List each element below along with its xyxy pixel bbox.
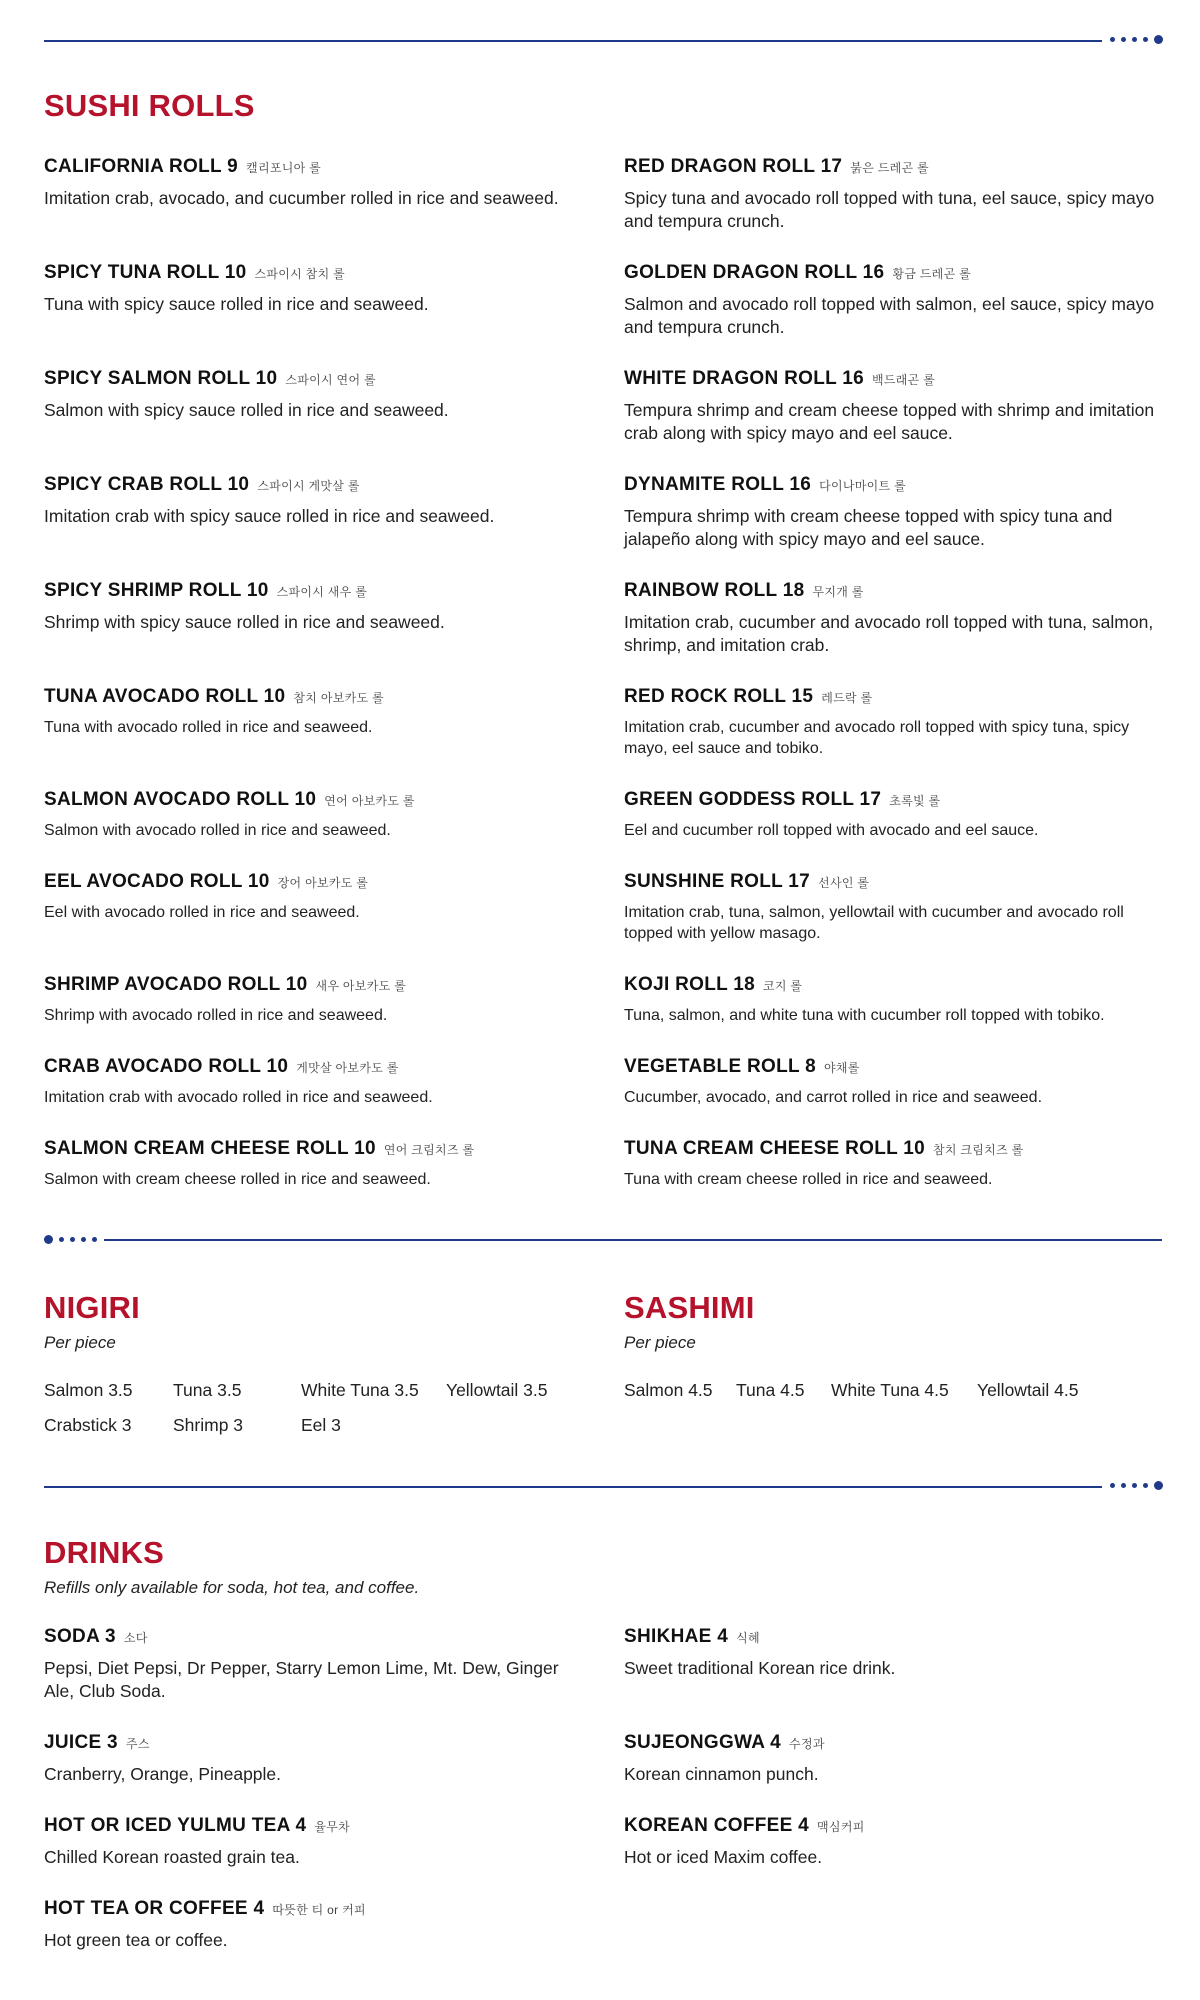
menu-item: TUNA CREAM CHEESE ROLL 10 참치 크림치즈 롤 Tuna with cream cheese rolled in rice and seaweed. xyxy=(624,1138,1024,1188)
menu-item: HOT OR ICED YULMU TEA 4 율무차 Chilled Korean roasted grain tea. xyxy=(44,1815,351,1867)
menu-item: RED ROCK ROLL 15 레드락 롤 Imitation crab, cucumber and avocado roll topped with spicy tuna, spicy mayo, eel sauce and tobiko. xyxy=(624,686,1130,757)
menu-item: GREEN GODDESS ROLL 17 초록빛 롤 Eel and cucumber roll topped with avocado and eel sauce. xyxy=(624,789,1039,839)
menu-item: JUICE 3 주스 Cranberry, Orange, Pineapple. xyxy=(44,1732,282,1784)
menu-item: SALMON CREAM CHEESE ROLL 10 연어 크림치즈 롤 Salmon with cream cheese rolled in rice and seaweed. xyxy=(44,1138,475,1188)
menu-item: SALMON AVOCADO ROLL 10 연어 아보카도 롤 Salmon with avocado rolled in rice and seaweed. xyxy=(44,789,415,839)
nigiri-title: NIGIRI xyxy=(44,1290,140,1325)
menu-item: SPICY TUNA ROLL 10 스파이시 참치 롤 Tuna with spicy sauce rolled in rice and seaweed. xyxy=(44,262,429,314)
menu-item: CRAB AVOCADO ROLL 10 게맛살 아보카도 롤 Imitation crab with avocado rolled in rice and seaweed. xyxy=(44,1056,433,1106)
menu-item: SPICY SALMON ROLL 10 스파이시 연어 롤 Salmon with spicy sauce rolled in rice and seaweed. xyxy=(44,368,449,420)
sashimi-note: Per piece xyxy=(624,1333,696,1352)
menu-item: WHITE DRAGON ROLL 16 백드래곤 롤 Tempura shrimp and cream cheese topped with shrimp and imitation crab along with spicy mayo and eel sauce. xyxy=(624,368,1155,443)
price-item: Salmon 4.5 xyxy=(624,1380,713,1400)
menu-item: SPICY SHRIMP ROLL 10 스파이시 새우 롤 Shrimp with spicy sauce rolled in rice and seaweed. xyxy=(44,580,445,632)
price-item: Tuna 3.5 xyxy=(173,1380,242,1400)
menu-item: SUJEONGGWA 4 수정과 Korean cinnamon punch. xyxy=(624,1732,825,1784)
top-divider xyxy=(44,40,1102,42)
menu-item: VEGETABLE ROLL 8 야채롤 Cucumber, avocado, and carrot rolled in rice and seaweed. xyxy=(624,1056,1043,1106)
price-item: Salmon 3.5 xyxy=(44,1380,133,1400)
top-divider-dots xyxy=(1110,35,1163,44)
menu-item: SPICY CRAB ROLL 10 스파이시 게맛살 롤 Imitation crab with spicy sauce rolled in rice and seaweed. xyxy=(44,474,495,526)
sashimi-title: SASHIMI xyxy=(624,1290,755,1325)
menu-item: SUNSHINE ROLL 17 선사인 롤 Imitation crab, tuna, salmon, yellowtail with cucumber and avocado roll topped with yellow masago. xyxy=(624,871,1124,942)
menu-item: SODA 3 소다 Pepsi, Diet Pepsi, Dr Pepper, Starry Lemon Lime, Mt. Dew, Ginger Ale, Club Soda. xyxy=(44,1626,559,1701)
price-item: White Tuna 4.5 xyxy=(831,1380,949,1400)
price-item: Eel 3 xyxy=(301,1415,341,1435)
menu-item: HOT TEA OR COFFEE 4 따뜻한 티 or 커피 Hot green tea or coffee. xyxy=(44,1898,366,1950)
price-item: Yellowtail 3.5 xyxy=(446,1380,548,1400)
price-item: Tuna 4.5 xyxy=(736,1380,805,1400)
lower-divider-dots xyxy=(1110,1481,1163,1490)
menu-item: RED DRAGON ROLL 17 붉은 드레곤 롤 Spicy tuna and avocado roll topped with tuna, eel sauce, spicy mayo and tempura crunch. xyxy=(624,156,1155,231)
menu-item: SHIKHAE 4 식혜 Sweet traditional Korean rice drink. xyxy=(624,1626,896,1678)
menu-item: KOREAN COFFEE 4 맥심커피 Hot or iced Maxim coffee. xyxy=(624,1815,865,1867)
price-item: Shrimp 3 xyxy=(173,1415,244,1435)
menu-item: RAINBOW ROLL 18 무지개 롤 Imitation crab, cucumber and avocado roll topped with tuna, salmon, shrimp, and imitation crab. xyxy=(624,580,1154,655)
sushi-rolls-title: SUSHI ROLLS xyxy=(44,88,255,123)
menu-item: CALIFORNIA ROLL 9 캘리포니아 롤 Imitation crab, avocado, and cucumber rolled in rice and seaweed. xyxy=(44,156,559,208)
menu-item: EEL AVOCADO ROLL 10 장어 아보카도 롤 Eel with avocado rolled in rice and seaweed. xyxy=(44,871,369,921)
menu-item: GOLDEN DRAGON ROLL 16 황금 드레곤 롤 Salmon and avocado roll topped with salmon, eel sauce, spicy mayo and tempura crunch. xyxy=(624,262,1155,337)
drinks-note: Refills only available for soda, hot tea, and coffee. xyxy=(44,1578,420,1597)
middle-divider-dots xyxy=(44,1235,97,1244)
price-item: Yellowtail 4.5 xyxy=(977,1380,1079,1400)
drinks-title: DRINKS xyxy=(44,1535,165,1570)
menu-item: KOJI ROLL 18 코지 롤 Tuna, salmon, and white tuna with cucumber roll topped with tobiko. xyxy=(624,974,1105,1024)
nigiri-note: Per piece xyxy=(44,1333,116,1352)
menu-item: SHRIMP AVOCADO ROLL 10 새우 아보카도 롤 Shrimp with avocado rolled in rice and seaweed. xyxy=(44,974,407,1024)
menu-item: TUNA AVOCADO ROLL 10 참치 아보카도 롤 Tuna with avocado rolled in rice and seaweed. xyxy=(44,686,384,736)
price-item: White Tuna 3.5 xyxy=(301,1380,419,1400)
middle-divider xyxy=(104,1239,1162,1241)
lower-divider xyxy=(44,1486,1102,1488)
menu-item: DYNAMITE ROLL 16 다이나마이트 롤 Tempura shrimp with cream cheese topped with spicy tuna and jalapeño along with spicy mayo and eel sauce. xyxy=(624,474,1113,549)
price-item: Crabstick 3 xyxy=(44,1415,132,1435)
